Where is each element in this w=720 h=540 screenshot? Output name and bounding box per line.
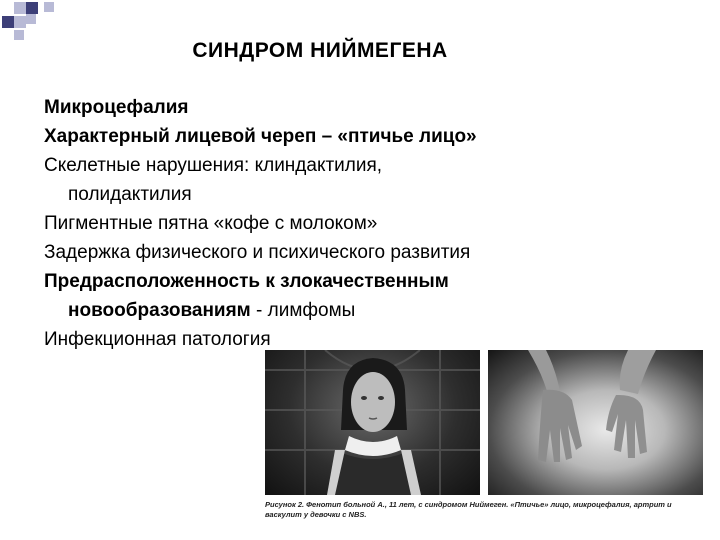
deco-square [2, 16, 14, 28]
symptom-list [44, 93, 644, 354]
symptom-item: Инфекционная патология [44, 329, 271, 350]
symptom-item: Скелетные нарушения: клиндактилия, [44, 155, 383, 176]
symptom-item: Характерный лицевой череп – «птичье лицо» [44, 126, 477, 147]
symptom-bold-part: новообразованиям [68, 300, 251, 321]
deco-square [14, 16, 26, 28]
symptom-item: Задержка физического и психического развития [44, 242, 471, 263]
hands-image [488, 350, 703, 495]
girl-portrait-image [265, 350, 480, 495]
symptom-item: Микроцефалия [44, 97, 189, 118]
symptom-item-continuation [44, 296, 644, 325]
deco-square [44, 2, 54, 12]
deco-square [26, 2, 38, 14]
patient-face-photo [265, 350, 480, 495]
figure-caption: Рисунок 2. Фенотип больной А., 11 лет, с синдромом Ниймеген. «Птичье» лицо, микроцефалия, артрит и васкулит у девочки с NBS. [265, 500, 672, 519]
symptom-item: Предрасположенность к злокачественным [44, 271, 449, 292]
deco-square [26, 14, 36, 24]
deco-square [14, 2, 26, 14]
patient-hands-photo [488, 350, 703, 495]
slide-title: СИНДРОМ НИЙМЕГЕНА [192, 39, 448, 62]
symptom-rest-part: - лимфомы [250, 300, 356, 321]
symptom-item-continuation: полидактилия [68, 184, 192, 205]
symptom-item: Пигментные пятна «кофе с молоком» [44, 213, 378, 234]
